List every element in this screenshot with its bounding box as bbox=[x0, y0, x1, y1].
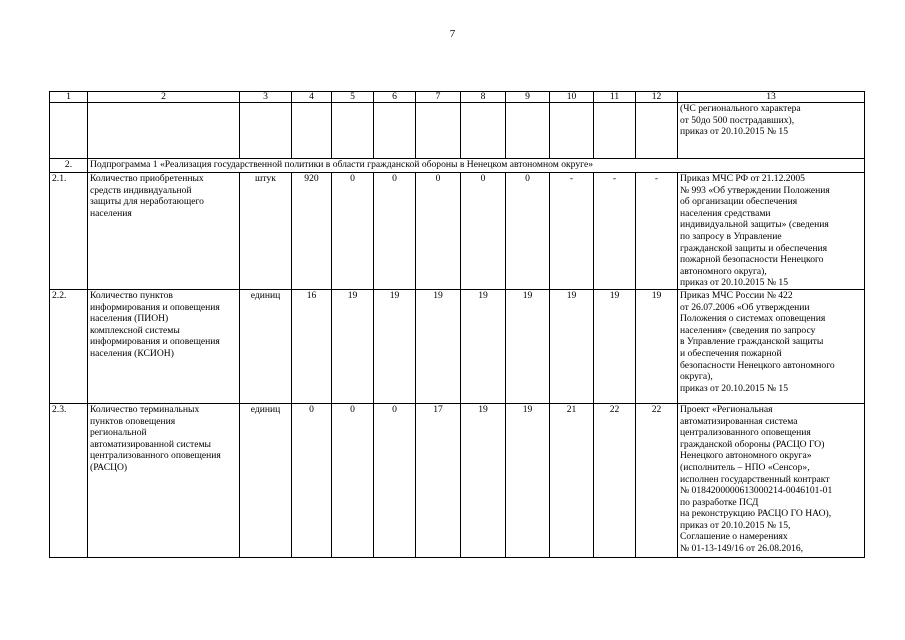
source-note: Приказ МЧС России № 422 от 26.07.2006 «Об утверждении Положения о системах оповещения населения» (сведения по запросу в Управление гражданской защиты и обеспечения пожарной безопасности Ненецкого автономного округа), приказ от 20.10.2015 № 15 bbox=[678, 289, 865, 403]
column-number-row bbox=[50, 92, 865, 103]
empty-cell bbox=[88, 103, 240, 159]
indicator-name: Количество терминальных пунктов оповещения региональной автоматизированной системы централизованного оповещения (РАСЦО) bbox=[88, 403, 240, 557]
value-cell: 0 bbox=[332, 173, 374, 290]
value-cell: 19 bbox=[636, 289, 678, 403]
column-number: 11 bbox=[594, 92, 636, 103]
value-cell: 21 bbox=[550, 403, 594, 557]
unit: единиц bbox=[240, 403, 292, 557]
value-cell: 16 bbox=[292, 289, 332, 403]
table-row bbox=[50, 289, 865, 403]
column-number: 10 bbox=[550, 92, 594, 103]
value-cell: 19 bbox=[461, 403, 506, 557]
empty-cell bbox=[240, 103, 292, 159]
column-number: 6 bbox=[374, 92, 416, 103]
column-number: 13 bbox=[678, 92, 865, 103]
row-number: 2.1. bbox=[50, 173, 88, 290]
value-cell: 0 bbox=[461, 173, 506, 290]
column-number: 4 bbox=[292, 92, 332, 103]
source-note: Приказ МЧС РФ от 21.12.2005 № 993 «Об утверждении Положения об организации обеспечения населения средствами индивидуальной защиты» (сведения по запросу в Управление гражданской защиты и обеспечения пожарной безопасности Ненецкого автономного округа), приказ от 20.10.2015 № 15 bbox=[678, 173, 865, 290]
empty-cell bbox=[374, 103, 416, 159]
value-cell: 0 bbox=[374, 403, 416, 557]
source-note: (ЧС регионального характера от 50до 500 пострадавших), приказ от 20.10.2015 № 15 bbox=[678, 103, 865, 159]
table-row bbox=[50, 173, 865, 290]
empty-cell bbox=[594, 103, 636, 159]
empty-cell bbox=[461, 103, 506, 159]
indicator-name: Количество приобретенных средств индивидуальной защиты для неработающего населения bbox=[88, 173, 240, 290]
value-cell: 19 bbox=[506, 289, 550, 403]
unit: штук bbox=[240, 173, 292, 290]
value-cell: 0 bbox=[416, 173, 461, 290]
value-cell: 19 bbox=[416, 289, 461, 403]
column-number: 9 bbox=[506, 92, 550, 103]
column-number: 3 bbox=[240, 92, 292, 103]
column-number: 8 bbox=[461, 92, 506, 103]
table-row bbox=[50, 403, 865, 557]
subprogram-title: Подпрограмма 1 «Реализация государственной политики в области гражданской обороны в Ненецком автономном округе» bbox=[88, 159, 865, 173]
empty-cell bbox=[416, 103, 461, 159]
empty-cell bbox=[550, 103, 594, 159]
page-number: 7 bbox=[449, 28, 456, 40]
column-number: 7 bbox=[416, 92, 461, 103]
indicator-name: Количество пунктов информирования и оповещения населения (ПИОН) комплексной системы информирования и оповещения населения (КСИОН) bbox=[88, 289, 240, 403]
empty-cell bbox=[636, 103, 678, 159]
value-cell: 19 bbox=[374, 289, 416, 403]
value-cell: - bbox=[594, 173, 636, 290]
continuation-row bbox=[50, 103, 865, 159]
value-cell: 0 bbox=[292, 403, 332, 557]
value-cell: 0 bbox=[506, 173, 550, 290]
empty-cell bbox=[292, 103, 332, 159]
column-number: 2 bbox=[88, 92, 240, 103]
value-cell: 22 bbox=[636, 403, 678, 557]
source-note: Проект «Региональная автоматизированная система централизованного оповещения гражданской обороны (РАСЦО ГО) Ненецкого автономного округа» (исполнитель – НПО «Сенсор», исполнен государственный контракт № 0184200000613000214-0046101-01 по разработке ПСД на реконструкцию РАСЦО ГО НАО), приказ от 20.10.2015 № 15, Соглашение о намерениях № 01-13-149/16 от 26.08.2016, bbox=[678, 403, 865, 557]
value-cell: 22 bbox=[594, 403, 636, 557]
value-cell: 19 bbox=[332, 289, 374, 403]
column-number: 5 bbox=[332, 92, 374, 103]
empty-cell bbox=[332, 103, 374, 159]
value-cell: 0 bbox=[374, 173, 416, 290]
empty-cell bbox=[50, 103, 88, 159]
empty-cell bbox=[506, 103, 550, 159]
column-number: 1 bbox=[50, 92, 88, 103]
subprogram-row bbox=[50, 159, 865, 173]
value-cell: 19 bbox=[550, 289, 594, 403]
unit: единиц bbox=[240, 289, 292, 403]
value-cell: 17 bbox=[416, 403, 461, 557]
row-number: 2.2. bbox=[50, 289, 88, 403]
column-number: 12 bbox=[636, 92, 678, 103]
value-cell: 920 bbox=[292, 173, 332, 290]
value-cell: - bbox=[550, 173, 594, 290]
row-number: 2.3. bbox=[50, 403, 88, 557]
value-cell: 0 bbox=[332, 403, 374, 557]
value-cell: - bbox=[636, 173, 678, 290]
indicators-table bbox=[49, 91, 865, 558]
subprogram-number: 2. bbox=[50, 159, 88, 173]
value-cell: 19 bbox=[594, 289, 636, 403]
value-cell: 19 bbox=[461, 289, 506, 403]
value-cell: 19 bbox=[506, 403, 550, 557]
